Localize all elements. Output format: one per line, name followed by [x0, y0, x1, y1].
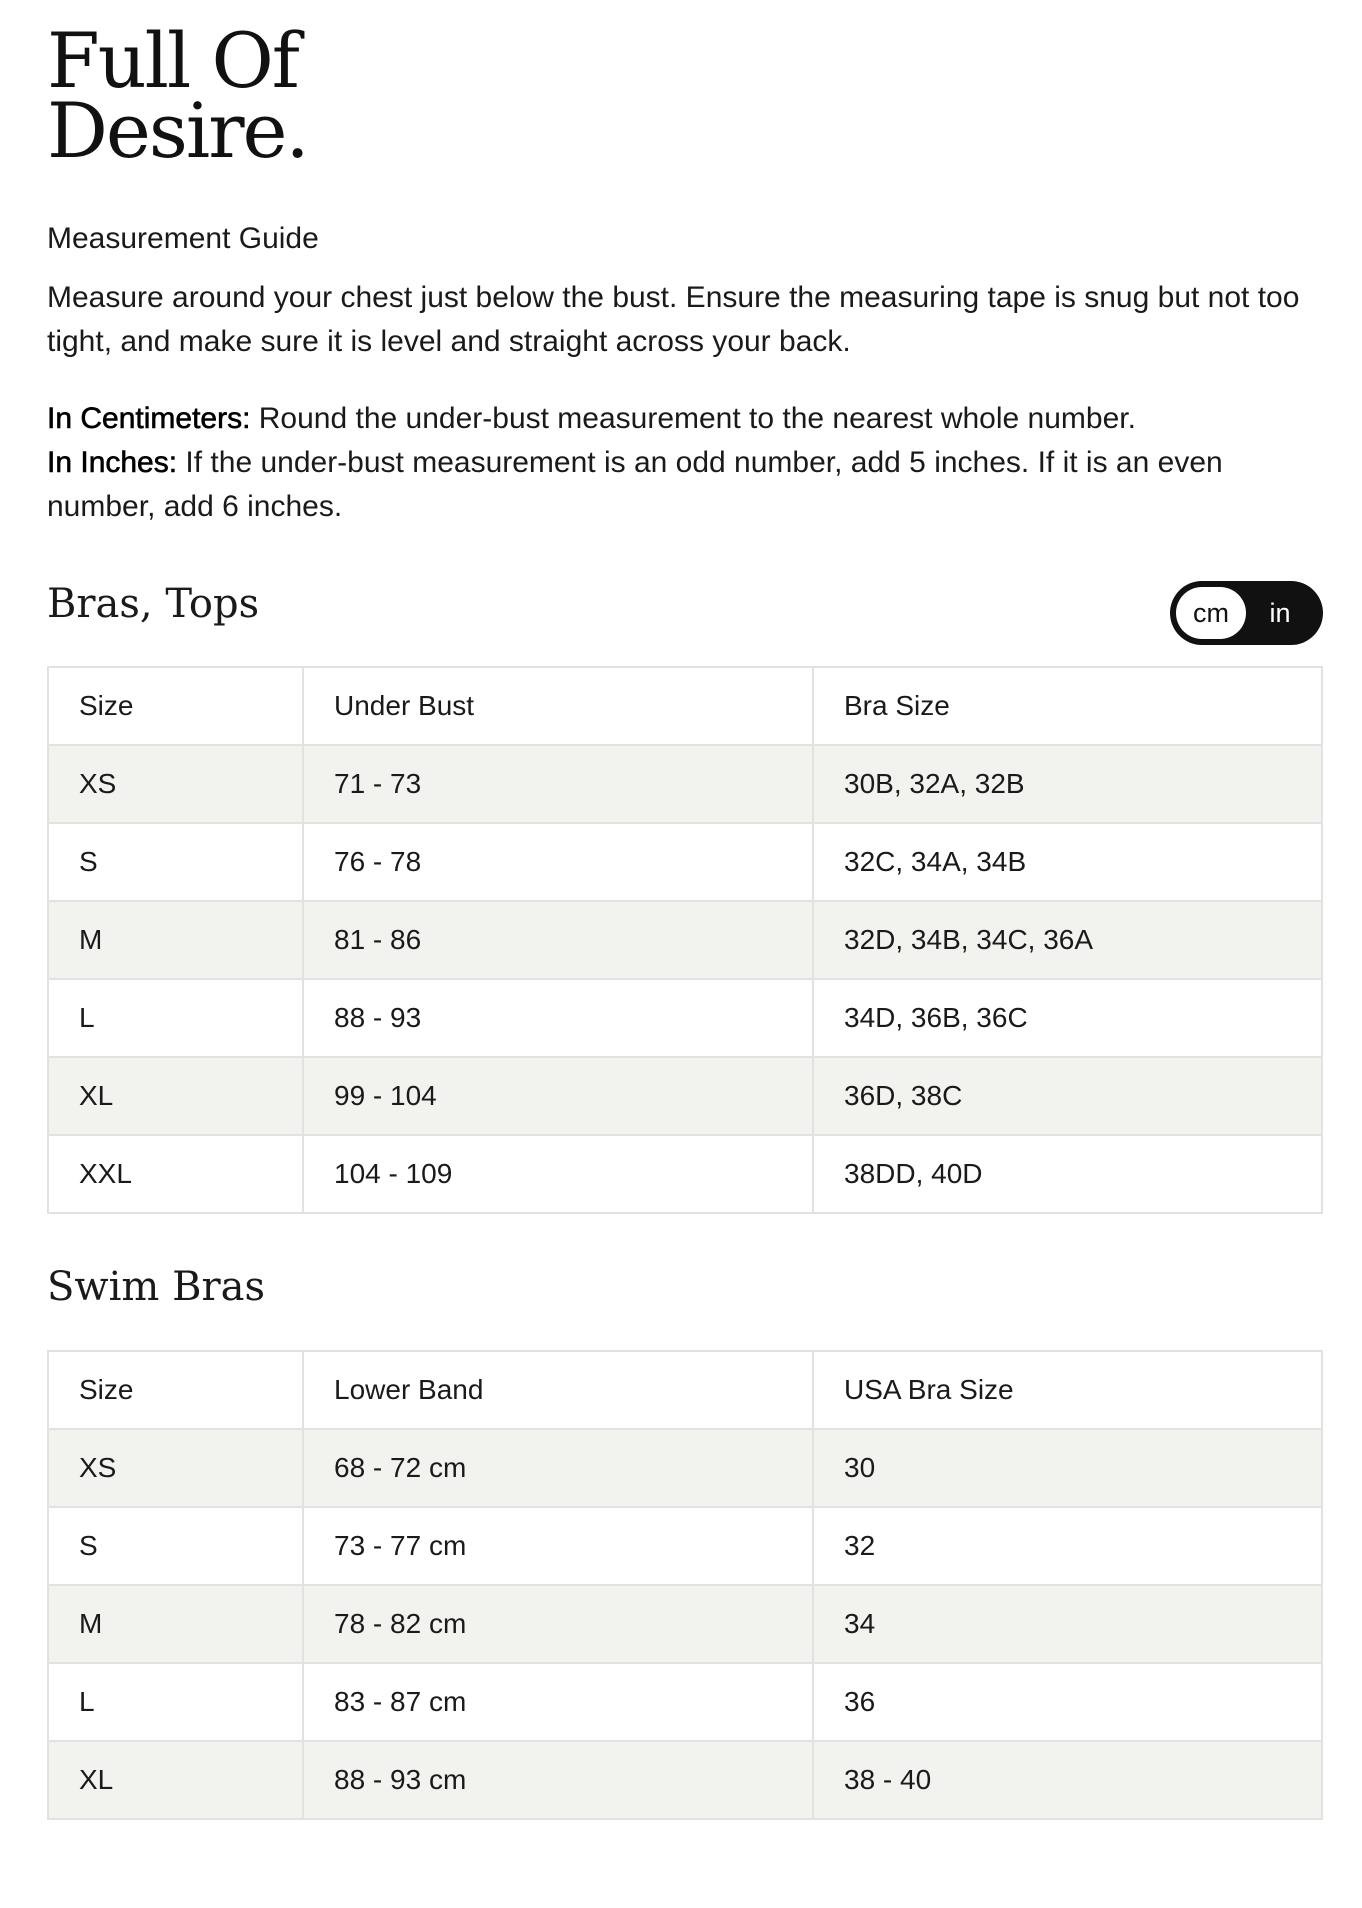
table-row — [48, 1507, 1322, 1585]
under-bust-cell: 76 - 78 — [303, 823, 813, 901]
usa-bra-size-cell: 34 — [813, 1585, 1322, 1663]
usa-bra-size-cell: 30 — [813, 1429, 1322, 1507]
under-bust-cell: 81 - 86 — [303, 901, 813, 979]
under-bust-cell: 104 - 109 — [303, 1135, 813, 1213]
lower-band-cell: 88 - 93 cm — [303, 1741, 813, 1819]
table-header-row — [48, 1351, 1322, 1429]
column-header: Size — [48, 1351, 303, 1429]
measurement-guide-title: Measurement Guide — [47, 222, 319, 255]
in-rule-text: If the under-bust measurement is an odd number, add 5 inches. If it is an even number, add 6 inches. — [47, 446, 1223, 523]
table-row — [48, 1057, 1322, 1135]
usa-bra-size-cell: 38 - 40 — [813, 1741, 1322, 1819]
size-cell: M — [48, 1585, 303, 1663]
table-row — [48, 1663, 1322, 1741]
swim-bras-table — [47, 1350, 1323, 1820]
measurement-guide-text: Measure around your chest just below the bust. Ensure the measuring tape is snug but not too tight, and make sure it is level and straight across your back. — [47, 281, 1300, 358]
size-cell: XL — [48, 1057, 303, 1135]
usa-bra-size-cell: 32 — [813, 1507, 1322, 1585]
under-bust-cell: 99 - 104 — [303, 1057, 813, 1135]
swim-bras-title: Swim Bras — [47, 1264, 265, 1310]
size-cell: M — [48, 901, 303, 979]
size-cell: XS — [48, 745, 303, 823]
table-row — [48, 1135, 1322, 1213]
table-row — [48, 745, 1322, 823]
bras-tops-table — [47, 666, 1323, 1214]
table-row — [48, 901, 1322, 979]
logo-line-2: Desire. — [47, 86, 308, 175]
cm-rule-text: Round the under-bust measurement to the nearest whole number. — [250, 402, 1136, 435]
bra-size-cell: 32D, 34B, 34C, 36A — [813, 901, 1322, 979]
size-cell: L — [48, 1663, 303, 1741]
size-cell: XS — [48, 1429, 303, 1507]
under-bust-cell: 71 - 73 — [303, 745, 813, 823]
cm-rule-label: In Centimeters: — [47, 402, 251, 435]
bras-tops-title: Bras, Tops — [47, 581, 260, 627]
column-header: USA Bra Size — [813, 1351, 1322, 1429]
in-rule-label: In Inches: — [47, 446, 178, 479]
lower-band-cell: 78 - 82 cm — [303, 1585, 813, 1663]
size-cell: S — [48, 1507, 303, 1585]
size-cell: L — [48, 979, 303, 1057]
bra-size-cell: 34D, 36B, 36C — [813, 979, 1322, 1057]
bra-size-cell: 30B, 32A, 32B — [813, 745, 1322, 823]
column-header: Size — [48, 667, 303, 745]
under-bust-cell: 88 - 93 — [303, 979, 813, 1057]
size-cell: XXL — [48, 1135, 303, 1213]
unit-option-in[interactable]: in — [1269, 598, 1291, 628]
unit-option-cm[interactable]: cm — [1176, 587, 1246, 639]
column-header: Under Bust — [303, 667, 813, 745]
table-row — [48, 823, 1322, 901]
table-row — [48, 979, 1322, 1057]
column-header: Bra Size — [813, 667, 1322, 745]
cm-rule — [47, 397, 1337, 441]
size-cell: XL — [48, 1741, 303, 1819]
lower-band-cell: 68 - 72 cm — [303, 1429, 813, 1507]
bra-size-cell: 32C, 34A, 34B — [813, 823, 1322, 901]
table-row — [48, 1741, 1322, 1819]
brand-logo — [47, 16, 308, 175]
column-header: Lower Band — [303, 1351, 813, 1429]
size-cell: S — [48, 823, 303, 901]
in-rule — [47, 441, 1337, 529]
table-row — [48, 1429, 1322, 1507]
usa-bra-size-cell: 36 — [813, 1663, 1322, 1741]
bra-size-cell: 36D, 38C — [813, 1057, 1322, 1135]
table-row — [48, 1585, 1322, 1663]
unit-toggle[interactable] — [1170, 581, 1323, 645]
lower-band-cell: 73 - 77 cm — [303, 1507, 813, 1585]
table-header-row — [48, 667, 1322, 745]
logo-line-1: Full Of — [47, 16, 298, 105]
measurement-rules — [47, 397, 1337, 529]
lower-band-cell: 83 - 87 cm — [303, 1663, 813, 1741]
bra-size-cell: 38DD, 40D — [813, 1135, 1322, 1213]
